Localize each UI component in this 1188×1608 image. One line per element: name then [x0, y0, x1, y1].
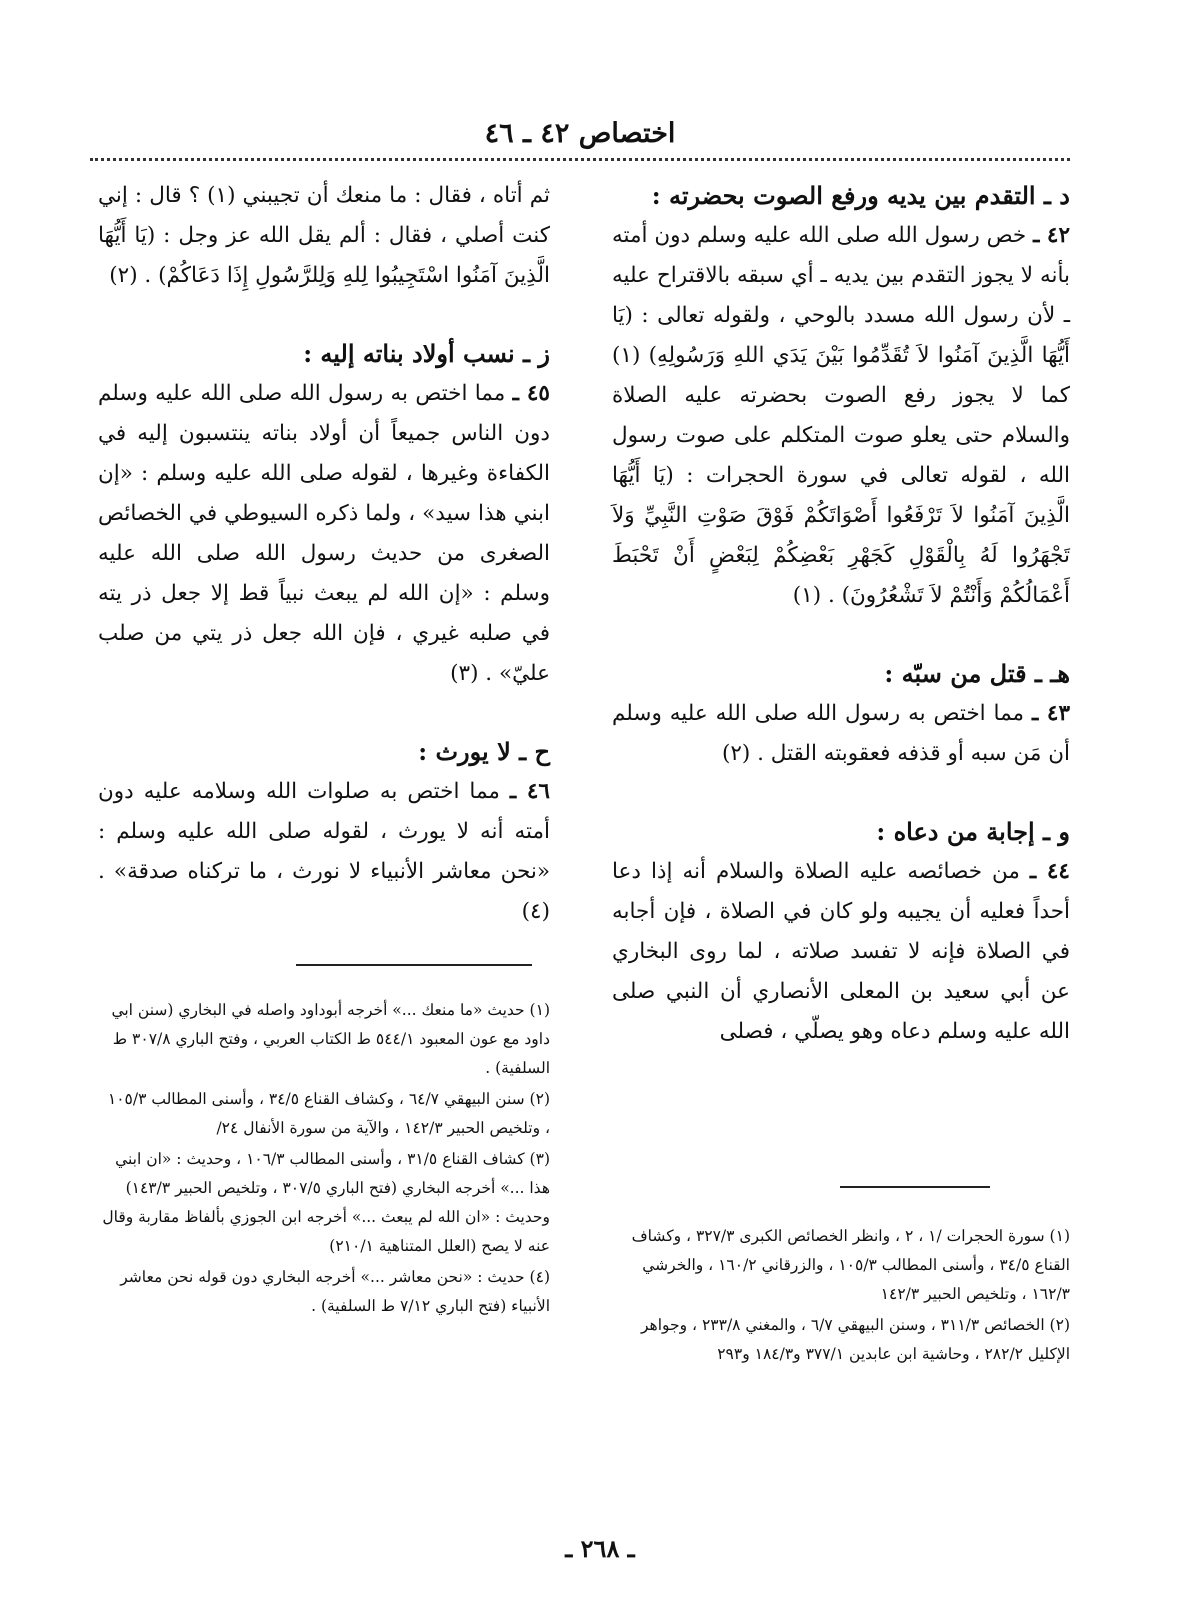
footnote: (٢) سنن البيهقي ٦٤/٧ ، وكشاف القناع ٣٤/٥ ، وأسنى المطالب ١٠٥/٣ ، وتلخيص الحبير ١٤٢/٣ ، والآية من سورة الأنفال ٢٤/: [107, 1090, 550, 1137]
item-text: مما اختص به صلوات الله وسلامه عليه دون أمته أنه لا يورث ، لقوله صلى الله عليه وسلم : «نحن معاشر الأنبياء لا نورث ، ما تركناه صدقة» . (٤): [98, 779, 550, 924]
item-text: مما اختص به رسول الله صلى الله عليه وسلم أن مَن سبه أو قذفه فعقوبته القتل . (٢): [612, 701, 1070, 766]
item-number: ٤٥ ـ: [512, 381, 550, 406]
footnotes-right: [612, 1222, 1070, 1371]
footnote-divider-left: [296, 964, 532, 966]
section-z: [98, 334, 550, 694]
item-text: خص رسول الله صلى الله عليه وسلم دون أمته بأنه لا يجوز التقدم بين يديه ـ أي سبقه بالاقتراح عليه ـ لأن رسول الله مسدد بالوحي ، ولقوله تعالى : (يَا أَيُّهَا الَّذِينَ آمَنُوا لاَ تُقَدِّمُوا بَيْنَ يَدَي اللهِ وَرَسُولِهِ) (١) كما لا يجوز رفع الصوت بحضرته عليه الصلاة والسلام حتى يعلو صوت المتكلم على صوت رسول الله ، لقوله تعالى في سورة الحجرات : (يَا أَيُّهَا الَّذِينَ آمَنُوا لاَ تَرْفَعُوا أَصْوَاتَكُمْ فَوْقَ صَوْتِ النَّبِيِّ وَلاَ تَجْهَرُوا لَهُ بِالْقَوْلِ كَجَهْرِ بَعْضِكُمْ لِبَعْضٍ أَنْ تَحْبَطَ أَعْمَالُكُمْ وَأَنْتُمْ لاَ تَشْعُرُونَ) . (١): [612, 223, 1070, 608]
section-paragraph: [98, 772, 550, 932]
item-number: ٤٣ ـ: [1032, 701, 1070, 726]
section-paragraph: [612, 216, 1070, 616]
footnote: (٣) كشاف القناع ٣١/٥ ، وأسنى المطالب ١٠٦/٣ ، وحديث : «ان ابني هذا ...» أخرجه البخاري (فتح الباري ٣٠٧/٥ ، وتلخيص الحبير ١٤٣/٣) وحديث : «ان الله لم يبعث ...» أخرجه ابن الجوزي بألفاظ مقاربة وقال عنه لا يصح (العلل المتناهية ٢١٠/١): [102, 1150, 550, 1255]
item-number: ٤٤ ـ: [1029, 859, 1070, 884]
footnote: (٢) الخصائص ٣١١/٣ ، وسنن البيهقي ٦/٧ ، والمغني ٢٣٣/٨ ، وجواهر الإكليل ٢٨٢/٢ ، وحاشية ابن عابدين ٣٧٧/١ و١٨٤/٣ و٢٩٣: [641, 1316, 1070, 1363]
header-divider: [90, 158, 1070, 161]
continuation-paragraph: ثم أتاه ، فقال : ما منعك أن تجيبني (١) ؟ قال : إني كنت أصلي ، فقال : ألم يقل الله عز وجل : (يَا أَيُّهَا الَّذِينَ آمَنُوا اسْتَجِيبُوا لِلهِ وَلِلرَّسُولِ إِذَا دَعَاكُمْ) . (٢): [98, 183, 550, 288]
section-paragraph: [98, 374, 550, 694]
footnote: (٤) حديث : «نحن معاشر ...» أخرجه البخاري دون قوله نحن معاشر الأنبياء (فتح الباري ٧/١٢ ط السلفية) .: [120, 1268, 550, 1315]
section-heading: و ـ إجابة من دعاه :: [876, 817, 1070, 846]
section-w: [612, 812, 1070, 1052]
section-heading: هـ ـ قتل من سبّه :: [884, 659, 1070, 688]
item-text: مما اختص به رسول الله صلى الله عليه وسلم دون الناس جميعاً أن أولاد بناته ينتسبون إليه في الكفاءة وغيرها ، لقوله صلى الله عليه وسلم : «إن ابني هذا سيد» ، ولما ذكره السيوطي في الخصائص الصغرى من حديث رسول الله صلى الله عليه وسلم : «إن الله لم يبعث نبياً قط إلا جعل ذر يته في صلبه غيري ، فإن الله جعل ذر يتي من صلب عليّ» . (٣): [98, 381, 550, 686]
section-heading: ح ـ لا يورث :: [418, 737, 550, 766]
left-column: [98, 176, 550, 970]
section-h: [612, 654, 1070, 774]
section-ha: [98, 732, 550, 932]
section-heading: د ـ التقدم بين يديه ورفع الصوت بحضرته :: [651, 181, 1070, 210]
footnote: (١) حديث «ما منعك ...» أخرجه أبوداود واصله في البخاري (سنن ابي داود مع عون المعبود ٥٤٤/١ ط الكتاب العربي ، وفتح الباري ٣٠٧/٨ ط السلفية) .: [111, 1001, 550, 1077]
section-heading: ز ـ نسب أولاد بناته إليه :: [303, 339, 550, 368]
item-text: من خصائصه عليه الصلاة والسلام أنه إذا دعا أحداً فعليه أن يجيبه ولو كان في الصلاة ، فإن أجابه في الصلاة فإنه لا تفسد صلاته ، لما روى البخاري عن أبي سعيد بن المعلى الأنصاري أن النبي صلى الله عليه وسلم دعاه وهو يصلّي ، فصلى: [612, 859, 1070, 1044]
footnote: (١) سورة الحجرات /١ ، ٢ ، وانظر الخصائص الكبرى ٣٢٧/٣ ، وكشاف القناع ٣٤/٥ ، وأسنى المطالب ١٠٥/٣ ، والزرقاني ١٦٠/٢ ، والخرشي ١٦٢/٣ ، وتلخيص الحبير ١٤٢/٣: [631, 1227, 1070, 1303]
page-number: ـ ٢٦٨ ـ: [565, 1534, 635, 1563]
footnotes-left: [98, 996, 550, 1323]
continuation-block: [98, 176, 550, 296]
right-column: [612, 176, 1070, 1090]
section-d: [612, 176, 1070, 616]
running-header: اختصاص ٤٢ ـ ٤٦: [484, 118, 676, 149]
section-paragraph: [612, 852, 1070, 1052]
footnote-divider-right: [840, 1186, 990, 1188]
item-number: ٤٢ ـ: [1033, 223, 1070, 248]
section-paragraph: [612, 694, 1070, 774]
item-number: ٤٦ ـ: [509, 779, 550, 804]
